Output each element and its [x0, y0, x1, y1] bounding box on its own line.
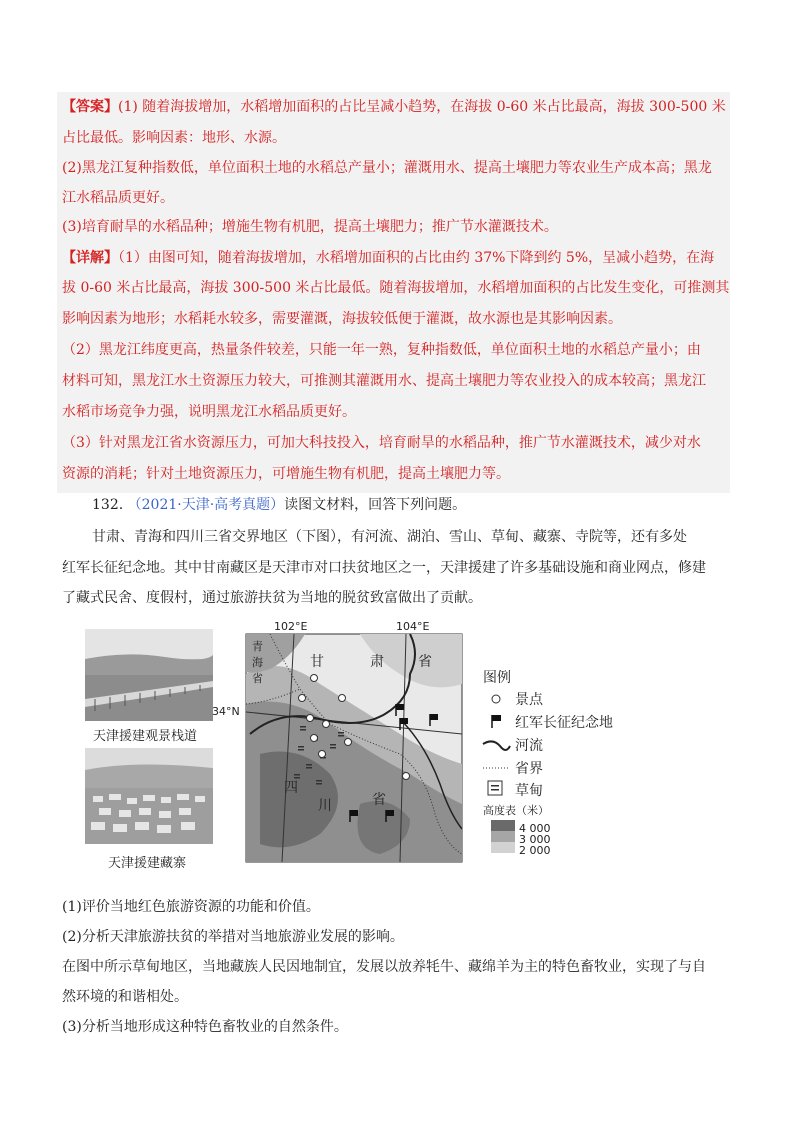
detail-line-3: 影响因素为地形；水稻耗水较多，需要灌溉，海拔较低便于灌溉，故水源也是其影响因素。	[62, 311, 622, 327]
material-line-2: 红军长征纪念地。其中甘南藏区是天津市对口扶贫地区之一，天津援建了许多基础设施和商业网点，修建	[62, 560, 706, 576]
answer-line-4: 江水稻品质更好。	[62, 190, 174, 206]
elevation-swatch-3000	[491, 831, 515, 842]
legend-flag-icon	[492, 715, 501, 728]
elevation-label-3000: 3 000	[519, 833, 551, 846]
detail-line-5: 材料可知，黑龙江水土资源压力较大，可推测其灌溉用水、提高土壤肥力等农业投入的成本较高；黑龙江	[62, 373, 706, 389]
label-sichuan-1: 四	[284, 780, 298, 796]
legend-title: 图例	[483, 670, 511, 686]
elevation-label-4000: 4 000	[519, 822, 551, 835]
legend-meadow-label: 草甸	[515, 783, 543, 799]
label-qinghai-3: 省	[252, 672, 263, 685]
legend-river-label: 河流	[515, 738, 543, 754]
question-prompt: 读图文材料，回答下列问题。	[284, 497, 467, 513]
legend-river-icon	[483, 741, 510, 750]
label-gansu-1: 甘	[310, 654, 324, 670]
sub-question-1: (1)评价当地红色旅游资源的功能和价值。	[62, 899, 320, 915]
sub-question-3: (3)分析当地形成这种特色畜牧业的自然条件。	[62, 1019, 348, 1035]
elevation-title: 高度表（米）	[483, 804, 549, 817]
elevation-swatch-2000	[491, 842, 515, 853]
material-line-1: 甘肃、青海和四川三省交界地区（下图），有河流、湖泊、雪山、草甸、藏寨、寺院等，还有多处	[92, 529, 687, 545]
label-qinghai-2: 海	[252, 656, 263, 669]
answer-line-2: 占比最低。影响因素：地形、水源。	[62, 130, 286, 146]
legend-scenic-icon	[492, 695, 500, 703]
label-sichuan-3: 省	[372, 792, 386, 808]
elevation-swatch-4000	[491, 820, 515, 831]
elevation-label-2000: 2 000	[519, 844, 551, 857]
answer-line-3: (2)黑龙江复种指数低，单位面积土地的水稻总产量小；灌溉用水、提高土壤肥力等农业生产成本高；黑龙	[62, 160, 712, 176]
answer-tag: 【答案】	[62, 99, 118, 115]
question-number: 132.	[92, 497, 124, 513]
material-line-5: 然环境的和谐相处。	[62, 989, 188, 1005]
label-gansu-2: 肃	[370, 654, 384, 670]
label-qinghai-1: 青	[252, 640, 263, 653]
detail-tag: 【详解】	[62, 250, 118, 266]
sub-question-2: (2)分析天津旅游扶贫的举措对当地旅游业发展的影响。	[62, 929, 404, 945]
answer-text: (1) 随着海拔增加，水稻增加面积的占比呈减小趋势，在海拔 0-60 米占比最高，海拔 300-500 米	[118, 99, 726, 115]
question-header	[92, 494, 466, 514]
answer-line-5: (3)培育耐旱的水稻品种；增施生物有机肥，提高土壤肥力；推广节水灌溉技术。	[62, 219, 558, 235]
boardwalk-photo	[85, 629, 213, 721]
label-sichuan-2: 川	[318, 798, 332, 814]
legend-boundary-label: 省界	[515, 761, 543, 777]
detail-line-7: （3）针对黑龙江省水资源压力，可加大科技投入，培育耐旱的水稻品种，推广节水灌溉技术，减少对水	[62, 435, 701, 451]
lon-label-102: 102°E	[274, 620, 308, 633]
material-line-4: 在图中所示草甸地区，当地藏族人民因地制宜，发展以放养牦牛、藏绵羊为主的特色畜牧业，实现了与自	[62, 959, 706, 975]
village-caption: 天津援建藏寨	[108, 856, 187, 871]
legend-scenic-label: 景点	[515, 692, 543, 708]
detail-line-6: 水稻市场竞争力强，说明黑龙江水稻品质更好。	[62, 404, 356, 420]
legend-memorial-label: 红军长征纪念地	[515, 715, 613, 731]
village-photo	[85, 748, 213, 844]
material-line-3: 了藏式民舍、度假村，通过旅游扶贫为当地的脱贫致富做出了贡献。	[62, 590, 482, 606]
detail-line-1	[62, 249, 714, 267]
question-source[interactable]: （2021·天津·高考真题）	[127, 497, 285, 513]
lat-label-34: 34°N	[212, 705, 240, 718]
detail-line-8: 资源的消耗；针对土地资源压力，可增施生物有机肥，提高土壤肥力等。	[62, 466, 510, 482]
answer-line-1	[62, 98, 726, 116]
legend-meadow-icon	[488, 781, 502, 795]
label-gansu-3: 省	[418, 654, 432, 670]
detail-line-2: 拔 0-60 米占比最高，海拔 300-500 米占比最低。随着海拔增加，水稻增加面积的占比发生变化，可推测其	[62, 280, 730, 296]
region-map	[210, 614, 630, 872]
boardwalk-caption: 天津援建观景栈道	[93, 729, 198, 744]
lon-label-104: 104°E	[396, 620, 430, 633]
detail-text: （1）由图可知，随着海拔增加，水稻增加面积的占比由约 37%下降到约 5%，呈减小趋势，在海	[118, 250, 715, 266]
detail-line-4: （2）黑龙江纬度更高，热量条件较差，只能一年一熟，复种指数低，单位面积土地的水稻总产量小；由	[62, 342, 701, 358]
